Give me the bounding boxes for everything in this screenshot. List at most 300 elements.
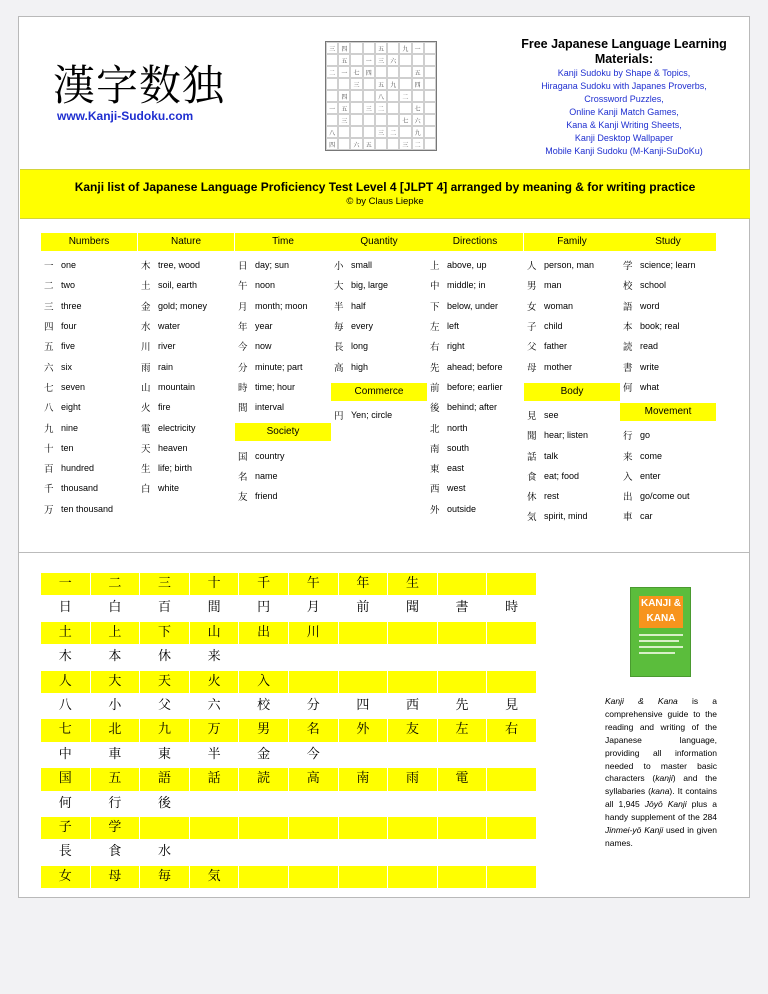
practice-cell: 本 xyxy=(91,646,141,668)
practice-cell xyxy=(438,866,488,888)
entry-kanji: 小 xyxy=(334,261,344,273)
category-column xyxy=(620,233,716,527)
entry-meaning: mountain xyxy=(158,381,196,392)
entry-kanji: 学 xyxy=(623,261,633,273)
kanji-entry xyxy=(138,316,234,336)
practice-cell: 月 xyxy=(289,597,339,619)
entry-meaning: six xyxy=(61,361,72,372)
sudoku-cell xyxy=(350,102,362,114)
entry-meaning: Yen; circle xyxy=(351,409,393,420)
sudoku-cell: 二 xyxy=(326,66,338,78)
logo-url-link[interactable]: www.Kanji-Sudoku.com xyxy=(57,109,194,123)
practice-cell xyxy=(239,646,289,668)
practice-cell: 土 xyxy=(41,622,91,644)
category-header: Family xyxy=(524,233,620,251)
entry-meaning: child xyxy=(544,321,563,332)
entry-meaning: enter xyxy=(640,470,661,481)
book-desc-part: ). It contains all 1,945 xyxy=(605,786,717,810)
entry-kanji: 千 xyxy=(44,484,54,496)
kanji-entry xyxy=(235,316,331,336)
practice-cell xyxy=(487,622,537,644)
entry-meaning: now xyxy=(255,341,272,352)
entry-kanji: 時 xyxy=(238,382,248,394)
practice-cell xyxy=(339,622,389,644)
practice-cell xyxy=(239,817,289,839)
practice-cell xyxy=(140,817,190,839)
category-header: Numbers xyxy=(41,233,137,251)
practice-cell: 後 xyxy=(140,793,190,815)
entry-meaning: science; learn xyxy=(640,260,696,271)
entry-meaning: father xyxy=(544,341,568,352)
materials-link[interactable]: Kana & Kanji Writing Sheets, xyxy=(566,120,682,130)
sudoku-cell: 二 xyxy=(375,102,387,114)
kanji-entry xyxy=(620,356,716,376)
sudoku-cell: 七 xyxy=(350,66,362,78)
entry-meaning: noon xyxy=(255,280,276,291)
entry-meaning: day; sun xyxy=(255,260,290,271)
kanji-entry xyxy=(620,275,716,295)
entry-kanji: 雨 xyxy=(141,362,151,374)
entry-meaning: school xyxy=(640,280,667,291)
practice-cell xyxy=(487,841,537,863)
category-column xyxy=(235,233,331,506)
kanji-entry xyxy=(235,255,331,275)
entry-meaning: hear; listen xyxy=(544,430,589,441)
kanji-entry xyxy=(138,336,234,356)
logo-title: 漢字数独 xyxy=(53,61,226,110)
book-desc-part: is a comprehensive guide to the reading and writing of the Japanese language, providing all information needed to master basic characters ( xyxy=(605,696,717,784)
entry-kanji: 中 xyxy=(430,281,440,293)
practice-cell: 今 xyxy=(289,744,339,766)
sudoku-cell: 四 xyxy=(338,90,350,102)
cover-line xyxy=(639,652,675,654)
entry-meaning: ten thousand xyxy=(61,503,114,514)
kanji-entry xyxy=(524,316,620,336)
entry-meaning: friend xyxy=(255,491,278,502)
entry-list xyxy=(524,255,620,377)
practice-cell: 八 xyxy=(41,695,91,717)
kanji-entry xyxy=(41,316,137,336)
sudoku-cell xyxy=(399,78,411,90)
kanji-entry xyxy=(427,377,523,397)
entry-meaning: man xyxy=(544,280,562,291)
kanji-entry xyxy=(41,499,137,519)
practice-cell: 校 xyxy=(239,695,289,717)
entry-kanji: 右 xyxy=(430,342,440,354)
kanji-entry xyxy=(235,356,331,376)
entry-meaning: fire xyxy=(158,402,171,413)
entry-kanji: 気 xyxy=(527,512,537,524)
kanji-entry xyxy=(41,336,137,356)
kanji-entry xyxy=(524,425,620,445)
practice-cell xyxy=(438,622,488,644)
practice-cell: 女 xyxy=(41,866,91,888)
entry-kanji: 来 xyxy=(623,451,633,463)
writing-practice-grid xyxy=(41,573,537,890)
entry-kanji: 長 xyxy=(334,342,344,354)
entry-kanji: 男 xyxy=(527,281,537,293)
sudoku-cell xyxy=(424,90,436,102)
sudoku-cell: 一 xyxy=(326,102,338,114)
practice-cell xyxy=(388,646,438,668)
materials-link[interactable]: Mobile Kanji Sudoku (M-Kanji-SuDoKu) xyxy=(545,146,703,156)
kanji-entry xyxy=(427,275,523,295)
entry-kanji: 話 xyxy=(527,451,537,463)
sudoku-cell xyxy=(424,66,436,78)
practice-cell: 行 xyxy=(91,793,141,815)
sudoku-cell xyxy=(363,78,375,90)
kanji-entry xyxy=(524,466,620,486)
entry-kanji: 東 xyxy=(430,464,440,476)
entry-kanji: 本 xyxy=(623,322,633,334)
sudoku-cell: 一 xyxy=(338,66,350,78)
kanji-entry xyxy=(427,336,523,356)
sudoku-cell: 六 xyxy=(350,138,362,150)
sudoku-cell xyxy=(338,78,350,90)
entry-list xyxy=(427,255,523,519)
entry-meaning: north xyxy=(447,422,468,433)
kanji-entry xyxy=(524,356,620,376)
sudoku-cell xyxy=(412,90,424,102)
practice-cell xyxy=(339,841,389,863)
sudoku-cell xyxy=(424,42,436,54)
kanji-entry xyxy=(620,377,716,397)
entry-meaning: soil, earth xyxy=(158,280,198,291)
kanji-entry xyxy=(331,296,427,316)
practice-cell xyxy=(339,646,389,668)
kanji-entry xyxy=(427,316,523,336)
entry-meaning: long xyxy=(351,341,369,352)
entry-kanji: 大 xyxy=(334,281,344,293)
entry-kanji: 川 xyxy=(141,342,151,354)
practice-cell: 山 xyxy=(190,622,240,644)
entry-meaning: electricity xyxy=(158,422,196,433)
kanji-entry xyxy=(524,255,620,275)
entry-kanji: 木 xyxy=(141,261,151,273)
kanji-entry xyxy=(620,336,716,356)
kanji-entry xyxy=(427,356,523,376)
materials-link[interactable]: Online Kanji Match Games, xyxy=(569,107,679,117)
sudoku-cell: 八 xyxy=(326,126,338,138)
practice-cell xyxy=(487,768,537,790)
kanji-entry xyxy=(331,275,427,295)
entry-meaning: thousand xyxy=(61,483,99,494)
kanji-entry xyxy=(524,336,620,356)
practice-cell: 国 xyxy=(41,768,91,790)
entry-meaning: small xyxy=(351,260,373,271)
entry-kanji: 語 xyxy=(623,301,633,313)
practice-cell: 北 xyxy=(91,719,141,741)
entry-kanji: 後 xyxy=(430,403,440,415)
entry-meaning: east xyxy=(447,463,465,474)
entry-list xyxy=(620,255,716,397)
entry-meaning: behind; after xyxy=(447,402,498,413)
practice-cell xyxy=(438,841,488,863)
entry-meaning: big, large xyxy=(351,280,389,291)
entry-meaning: every xyxy=(351,321,374,332)
kanji-entry xyxy=(138,255,234,275)
entry-meaning: country xyxy=(255,450,285,461)
practice-cell: 車 xyxy=(91,744,141,766)
practice-cell: 語 xyxy=(140,768,190,790)
sudoku-cell xyxy=(338,126,350,138)
entry-meaning: ahead; before xyxy=(447,361,503,372)
entry-kanji: 下 xyxy=(430,301,440,313)
entry-kanji: 六 xyxy=(44,362,54,374)
links-title: Free Japanese Language Learning Materials: xyxy=(521,37,727,66)
entry-meaning: seven xyxy=(61,381,86,392)
sudoku-cell xyxy=(326,54,338,66)
book-desc-part: kana xyxy=(650,786,670,797)
kanji-entry xyxy=(427,296,523,316)
kanji-entry xyxy=(620,316,716,336)
practice-cell: 千 xyxy=(239,573,289,595)
sudoku-cell: 一 xyxy=(412,42,424,54)
kanji-entry xyxy=(620,506,716,526)
practice-cell: 見 xyxy=(487,695,537,717)
kanji-entry xyxy=(41,458,137,478)
practice-cell xyxy=(487,671,537,693)
kanji-entry xyxy=(331,336,427,356)
sudoku-cell: 五 xyxy=(338,54,350,66)
entry-meaning: minute; part xyxy=(255,361,303,372)
entry-kanji: 生 xyxy=(141,464,151,476)
practice-cell: 何 xyxy=(41,793,91,815)
category-header: Time xyxy=(235,233,331,251)
practice-cell xyxy=(388,841,438,863)
practice-cell: 聞 xyxy=(388,597,438,619)
kanji-entry xyxy=(427,397,523,417)
materials-links xyxy=(499,37,749,158)
entry-kanji: 日 xyxy=(238,261,248,273)
entry-kanji: 九 xyxy=(44,423,54,435)
title-bar xyxy=(20,169,750,219)
kanji-entry xyxy=(235,296,331,316)
kanji-entry xyxy=(331,405,427,425)
entry-meaning: eight xyxy=(61,402,81,413)
entry-kanji: 人 xyxy=(527,261,537,273)
sudoku-cell: 九 xyxy=(412,126,424,138)
entry-meaning: above, up xyxy=(447,260,487,271)
entry-list xyxy=(138,255,234,499)
entry-list xyxy=(331,405,427,425)
practice-cell xyxy=(487,744,537,766)
sudoku-cell: 三 xyxy=(363,102,375,114)
entry-kanji: 万 xyxy=(44,504,54,516)
entry-list xyxy=(524,405,620,527)
entry-meaning: right xyxy=(447,341,465,352)
entry-meaning: heaven xyxy=(158,442,188,453)
kanji-entry xyxy=(138,275,234,295)
kanji-entry xyxy=(41,275,137,295)
category-header: Quantity xyxy=(331,233,427,251)
entry-kanji: 女 xyxy=(527,301,537,313)
practice-cell: 水 xyxy=(140,841,190,863)
entry-kanji: 友 xyxy=(238,492,248,504)
practice-cell: 円 xyxy=(239,597,289,619)
kanji-entry xyxy=(41,397,137,417)
materials-link[interactable]: Hiragana Sudoku with Japanes Proverbs, xyxy=(541,81,707,91)
kanji-entry xyxy=(138,458,234,478)
practice-cell: 分 xyxy=(289,695,339,717)
sudoku-cell xyxy=(387,138,399,150)
sudoku-cell: 五 xyxy=(338,102,350,114)
sudoku-cell: 五 xyxy=(363,138,375,150)
kanji-entry xyxy=(427,458,523,478)
practice-cell: 子 xyxy=(41,817,91,839)
practice-cell: 川 xyxy=(289,622,339,644)
practice-cell: 書 xyxy=(438,597,488,619)
kanji-entry xyxy=(331,255,427,275)
entry-kanji: 子 xyxy=(527,322,537,334)
sudoku-cell xyxy=(363,114,375,126)
kanji-entry xyxy=(41,356,137,376)
entry-meaning: woman xyxy=(544,300,574,311)
entry-meaning: before; earlier xyxy=(447,381,503,392)
practice-cell: 人 xyxy=(41,671,91,693)
sudoku-cell: 五 xyxy=(375,78,387,90)
sudoku-cell xyxy=(326,114,338,126)
materials-link[interactable]: Crossword Puzzles, xyxy=(584,94,664,104)
materials-link[interactable]: Kanji Sudoku by Shape & Topics, xyxy=(557,68,691,78)
practice-row xyxy=(41,622,537,646)
entry-kanji: 白 xyxy=(141,484,151,496)
sudoku-cell xyxy=(350,54,362,66)
practice-cell xyxy=(289,841,339,863)
entry-list xyxy=(235,445,331,506)
entry-kanji: 行 xyxy=(623,431,633,443)
entry-meaning: white xyxy=(158,483,180,494)
entry-kanji: 父 xyxy=(527,342,537,354)
entry-kanji: 午 xyxy=(238,281,248,293)
practice-cell: 南 xyxy=(339,768,389,790)
entry-meaning: eat; food xyxy=(544,470,580,481)
entry-kanji: 八 xyxy=(44,403,54,415)
practice-cell: 天 xyxy=(140,671,190,693)
header xyxy=(19,17,749,169)
entry-kanji: 山 xyxy=(141,382,151,394)
practice-cell xyxy=(388,744,438,766)
practice-cell: 西 xyxy=(388,695,438,717)
sudoku-cell: 七 xyxy=(399,114,411,126)
entry-kanji: 分 xyxy=(238,362,248,374)
book-desc-part: Kanji & Kana xyxy=(605,696,678,706)
practice-cell: 六 xyxy=(190,695,240,717)
kanji-entry xyxy=(138,438,234,458)
practice-cell xyxy=(289,793,339,815)
practice-row xyxy=(41,695,537,719)
link-list xyxy=(499,67,749,158)
practice-row xyxy=(41,719,537,743)
kanji-entry xyxy=(620,296,716,316)
practice-cell xyxy=(339,817,389,839)
sudoku-cell: 四 xyxy=(363,66,375,78)
entry-meaning: two xyxy=(61,280,76,291)
practice-cell: 間 xyxy=(190,597,240,619)
entry-kanji: 北 xyxy=(430,423,440,435)
sudoku-cell xyxy=(399,102,411,114)
entry-meaning: book; real xyxy=(640,321,680,332)
entry-list xyxy=(620,425,716,526)
kanji-entry xyxy=(41,296,137,316)
kanji-categories xyxy=(19,219,749,553)
kanji-entry xyxy=(41,255,137,275)
kanji-entry xyxy=(620,255,716,275)
entry-kanji: 五 xyxy=(44,342,54,354)
practice-cell xyxy=(339,671,389,693)
practice-cell: 日 xyxy=(41,597,91,619)
entry-kanji: 車 xyxy=(623,512,633,524)
entry-meaning: ten xyxy=(61,442,74,453)
entry-meaning: tree, wood xyxy=(158,260,201,271)
entry-kanji: 天 xyxy=(141,443,151,455)
category-header: Directions xyxy=(427,233,523,251)
practice-cell xyxy=(487,573,537,595)
kanji-entry xyxy=(524,296,620,316)
kanji-entry xyxy=(620,445,716,465)
practice-cell: 読 xyxy=(239,768,289,790)
sudoku-cell xyxy=(375,66,387,78)
practice-cell: 七 xyxy=(41,719,91,741)
practice-cell: 木 xyxy=(41,646,91,668)
kanji-entry xyxy=(235,377,331,397)
book-desc-part: kanji xyxy=(655,773,673,784)
book-cover-image[interactable] xyxy=(630,587,691,677)
kanji-entry xyxy=(331,316,427,336)
practice-cell xyxy=(438,646,488,668)
sudoku-cell: 九 xyxy=(399,42,411,54)
entry-meaning: rest xyxy=(544,491,560,502)
entry-meaning: come xyxy=(640,450,663,461)
practice-cell: 名 xyxy=(289,719,339,741)
entry-kanji: 間 xyxy=(238,403,248,415)
practice-cell: 四 xyxy=(339,695,389,717)
category-header: Study xyxy=(620,233,716,251)
entry-meaning: car xyxy=(640,511,653,522)
sudoku-cell: 四 xyxy=(326,138,338,150)
sudoku-cell xyxy=(399,66,411,78)
sudoku-cell xyxy=(326,78,338,90)
kanji-entry xyxy=(331,356,427,376)
practice-row xyxy=(41,597,537,621)
entry-kanji: 上 xyxy=(430,261,440,273)
practice-cell: 金 xyxy=(239,744,289,766)
practice-cell xyxy=(388,866,438,888)
entry-meaning: water xyxy=(158,321,181,332)
practice-cell xyxy=(339,866,389,888)
sudoku-cell: 四 xyxy=(338,42,350,54)
entry-list xyxy=(41,255,137,519)
kanji-entry xyxy=(41,377,137,397)
practice-cell: 友 xyxy=(388,719,438,741)
entry-kanji: 百 xyxy=(44,464,54,476)
entry-meaning: write xyxy=(640,361,660,372)
kanji-entry xyxy=(427,438,523,458)
sudoku-cell xyxy=(412,54,424,66)
practice-cell xyxy=(438,573,488,595)
entry-meaning: middle; in xyxy=(447,280,486,291)
entry-meaning: four xyxy=(61,321,77,332)
cover-line xyxy=(639,640,679,642)
entry-kanji: 一 xyxy=(44,261,54,273)
entry-kanji: 入 xyxy=(623,471,633,483)
practice-cell xyxy=(487,793,537,815)
practice-cell xyxy=(388,622,438,644)
entry-meaning: below, under xyxy=(447,300,499,311)
materials-link[interactable]: Kanji Desktop Wallpaper xyxy=(574,133,674,143)
subcategory-header: Body xyxy=(524,383,620,401)
kanji-entry xyxy=(138,397,234,417)
